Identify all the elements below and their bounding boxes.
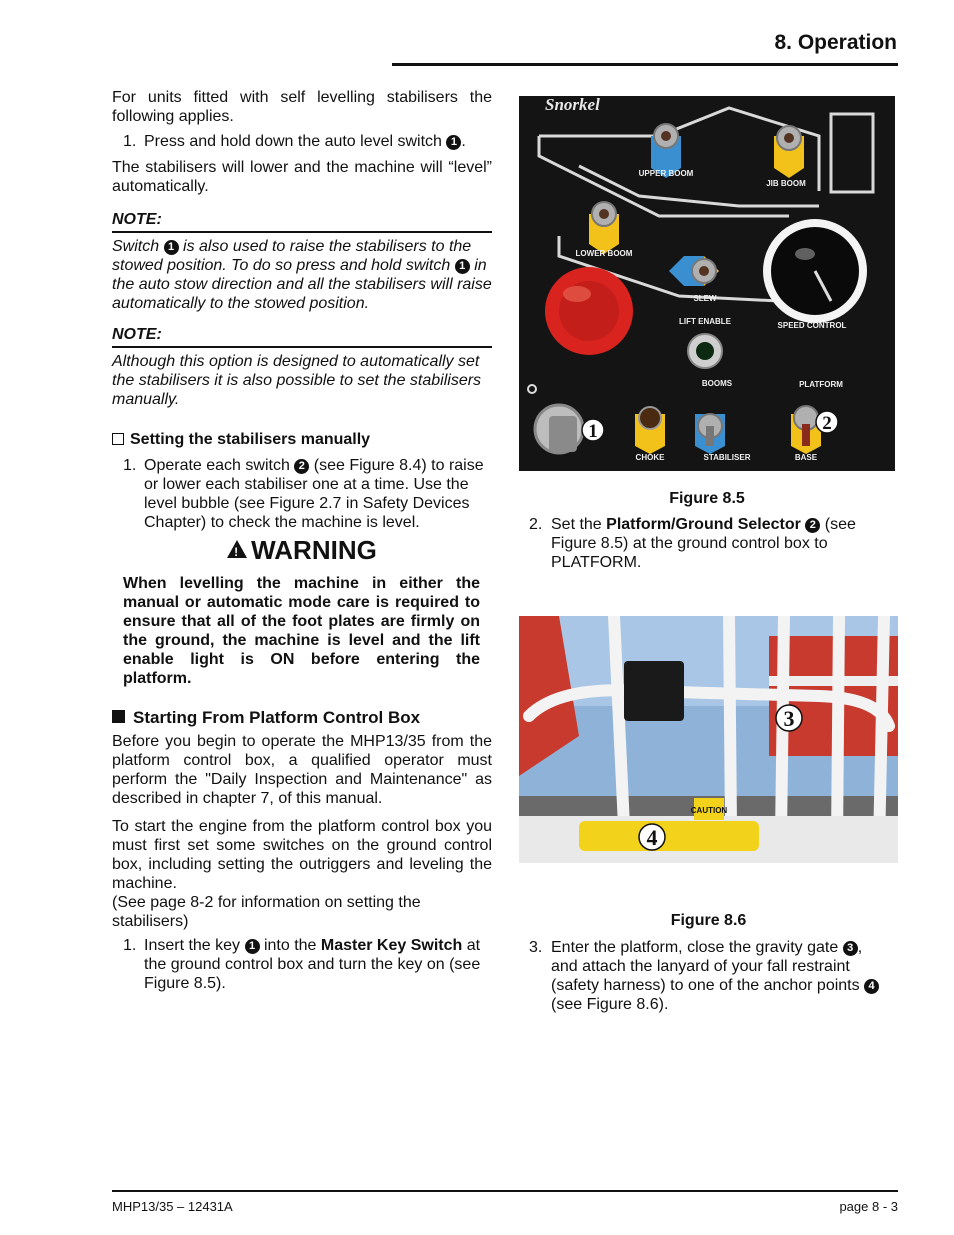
step-2 — [529, 515, 895, 572]
callout-1-text: 1 — [588, 421, 598, 442]
step-number: 1. — [123, 133, 137, 150]
auto-level-step — [112, 132, 492, 151]
step3-part-b: , and attach the lanyard of your fall restraint (safety harness) to one of the anchor points — [551, 939, 863, 994]
label-platform: PLATFORM — [799, 380, 843, 389]
step-number: 1. — [123, 937, 137, 954]
caution-label: CAUTION — [690, 806, 728, 815]
left-column — [112, 88, 492, 993]
label-jib-boom: JIB BOOM — [766, 179, 806, 188]
footer-doc-id: MHP13/35 – 12431A — [112, 1199, 233, 1214]
lanyard — [579, 821, 759, 851]
label-upper-boom: UPPER BOOM — [638, 169, 694, 178]
step3-part-a: Enter the platform, close the gravity gate — [551, 939, 839, 956]
marker-3-icon: 3 — [843, 941, 858, 956]
note1-part-a: Switch — [112, 238, 160, 255]
note1-title: NOTE: — [112, 211, 162, 228]
figure-8-5-photo — [519, 96, 895, 471]
step2-part-b: (see Figure 8.5) at the ground control box to PLATFORM. — [551, 516, 856, 571]
figure-8-5-caption: Figure 8.5 — [669, 490, 745, 507]
manual-step-a: Operate each switch — [144, 457, 290, 474]
note1-part-c: in the auto stow direction and all the stabilisers will raise automatically to the stowed position. — [112, 257, 492, 312]
insert-part-b: into the — [263, 937, 317, 954]
note1-rule — [112, 231, 492, 233]
manual-step-b: (see Figure 8.4) to raise or lower each stabiliser one at a time. Use the level bubble (see Figure 2.7 in Safety Devices Chapter) to check the machine is level. — [144, 457, 484, 531]
figure-8-6-caption: Figure 8.6 — [670, 912, 747, 929]
warning-title-text: WARNING — [251, 535, 377, 565]
label-speed-control: SPEED CONTROL — [777, 321, 847, 330]
insert-part-c: at the ground control box and turn the key on (see Figure 8.5). — [144, 937, 481, 992]
choke-switch — [639, 407, 661, 429]
master-key-switch-text: Master Key Switch — [320, 937, 463, 954]
label-lower-boom: LOWER BOOM — [575, 249, 633, 258]
step-text: Press and hold down the auto level switch — [144, 133, 442, 150]
marker-2-icon: 2 — [805, 518, 820, 533]
step2-part-a: Set the — [551, 516, 602, 533]
label-choke: CHOKE — [635, 453, 665, 462]
marker-1-icon: 1 — [164, 240, 179, 255]
warning-text: When levelling the machine in either the manual or automatic mode care is required to ensure that all of the foot plates are firmly on the ground, the machine is level and the lift enable light is ON before entering the platform. — [123, 575, 480, 687]
label-stabiliser: STABILISER — [703, 453, 751, 462]
marker-1-icon: 1 — [455, 259, 470, 274]
step-3 — [529, 938, 889, 1014]
marker-1-icon: 1 — [245, 939, 260, 954]
brand-logo: Snorkel — [545, 96, 600, 114]
page-header-title: 8. Operation — [774, 31, 897, 54]
note2-text: Although this option is designed to automatically set the stabilisers it is also possible to set the stabilisers manually. — [112, 353, 482, 408]
insert-key-step — [112, 936, 492, 993]
label-booms: BOOMS — [701, 379, 733, 388]
level-paragraph: The stabilisers will lower and the machine will “level” automatically. — [112, 159, 492, 195]
square-bullet-icon — [112, 710, 125, 723]
marker-2-icon: 2 — [294, 459, 309, 474]
label-base: BASE — [794, 453, 818, 462]
step-number: 3. — [529, 939, 543, 956]
section-heading — [112, 708, 492, 727]
platform-control-box — [624, 661, 684, 721]
label-lift-enable: LIFT ENABLE — [679, 317, 731, 326]
note2-title: NOTE: — [112, 326, 162, 343]
header-rule — [392, 63, 898, 66]
manual-heading — [112, 430, 492, 449]
section-heading-text: Starting From Platform Control Box — [133, 708, 421, 727]
warning-title — [112, 535, 492, 565]
insert-part-a: Insert the key — [144, 937, 241, 954]
see-paragraph: (See page 8-2 for information on setting the stabilisers) — [112, 894, 421, 930]
warning-triangle-icon — [227, 540, 247, 558]
platform-illustration — [519, 616, 898, 863]
control-panel-illustration — [519, 96, 895, 471]
platform-ground-selector-text: Platform/Ground Selector — [606, 516, 801, 533]
manual-step — [112, 456, 492, 532]
manual-heading-text: Setting the stabilisers manually — [130, 431, 371, 448]
note1-part-b: is also used to raise the stabilisers to the stowed position. To do so press and hold switch — [112, 238, 472, 274]
checkbox-bullet-icon — [112, 433, 124, 445]
step-number: 2. — [529, 516, 543, 533]
callout-2-text: 2 — [822, 413, 832, 434]
footer-rule — [112, 1190, 898, 1192]
figure-8-6-photo — [519, 616, 898, 863]
marker-1-icon: 1 — [446, 135, 461, 150]
step3-part-c: (see Figure 8.6). — [551, 996, 669, 1013]
label-slew: SLEW — [693, 294, 717, 303]
callout-3-text: 3 — [783, 706, 795, 731]
callout-4-text: 4 — [646, 825, 658, 850]
note2-rule — [112, 346, 492, 348]
marker-4-icon: 4 — [864, 979, 879, 994]
start-paragraph: To start the engine from the platform control box you must first set some switches on the ground control box, including setting the outriggers and leveling the machine. — [112, 818, 492, 892]
step-number: 1. — [123, 457, 137, 474]
note1-text — [112, 237, 492, 313]
intro-paragraph: For units fitted with self levelling stabilisers the following applies. — [112, 89, 492, 125]
footer-page-number: page 8 - 3 — [839, 1199, 898, 1214]
before-paragraph: Before you begin to operate the MHP13/35 from the platform control box, a qualified operator must perform the "Daily Inspection and Maintenance" as described in chapter 7, of this manual. — [112, 733, 492, 807]
step-tail: . — [461, 133, 466, 150]
